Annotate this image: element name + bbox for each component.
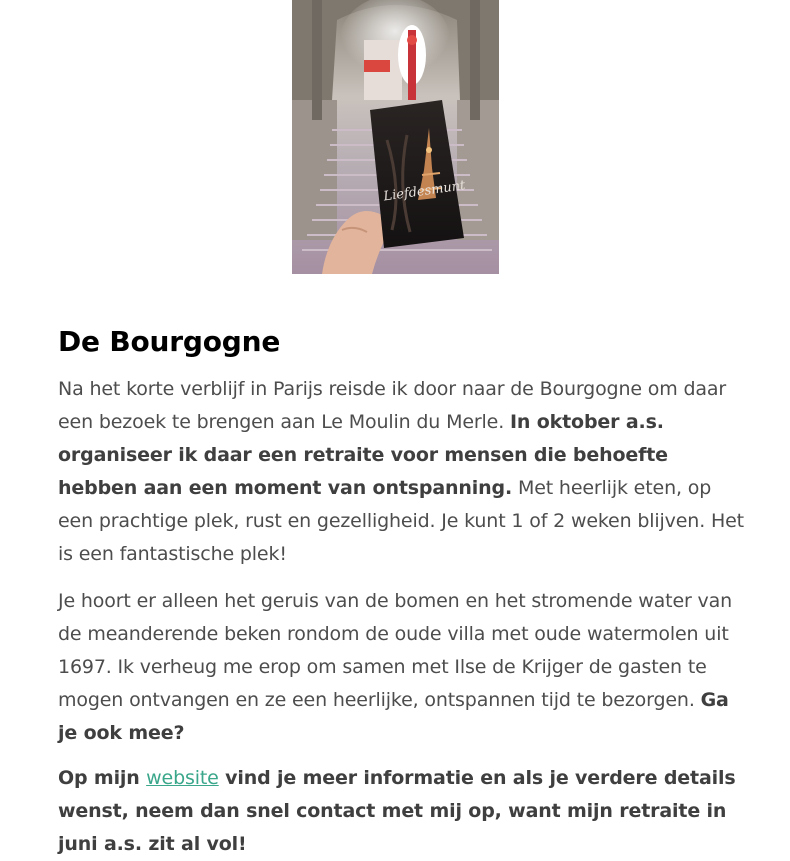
paragraph-bold-text: In oktober a.s. organiseer ik daar een retraite voor mensen die behoefte hebben aan een moment van ontspanning. <box>58 411 668 499</box>
paragraph-bold-text: Op mijn <box>58 767 147 789</box>
paragraph-retreat-details <box>58 585 748 750</box>
paragraph-text: Je hoort er alleen het geruis van de bomen en het stromende water van de meanderende beken rondom de oude villa met oude watermolen uit 1697. Ik verheug me erop om samen met Ilse de Krijger de gasten te mogen ontvangen en ze een heerlijke, ontspannen tijd te bezorgen. <box>58 590 733 711</box>
website-link[interactable]: website <box>146 767 219 789</box>
paragraph-bold-text: Ga je ook mee? <box>58 689 729 744</box>
paragraph-bold-text: vind je meer informatie en als je verdere details wenst, neem dan snel contact met mij op, want mijn retraite in juni a.s. zit al vol! <box>58 767 736 855</box>
paragraph-text: Na het korte verblijf in Parijs reisde ik door naar de Bourgogne om daar een bezoek te brengen aan Le Moulin du Merle. <box>58 378 727 433</box>
book-photo <box>292 0 499 274</box>
paragraph-contact <box>58 762 748 861</box>
book-title-text: Liefdesmunt <box>382 178 467 205</box>
paragraph-text: Met heerlijk eten, op een prachtige plek, rust en gezelligheid. Je kunt 1 of 2 weken blijven. Het is een fantastische plek! <box>58 477 744 565</box>
paragraph-retreat-intro <box>58 373 748 571</box>
section-heading: De Bourgogne <box>58 325 281 358</box>
